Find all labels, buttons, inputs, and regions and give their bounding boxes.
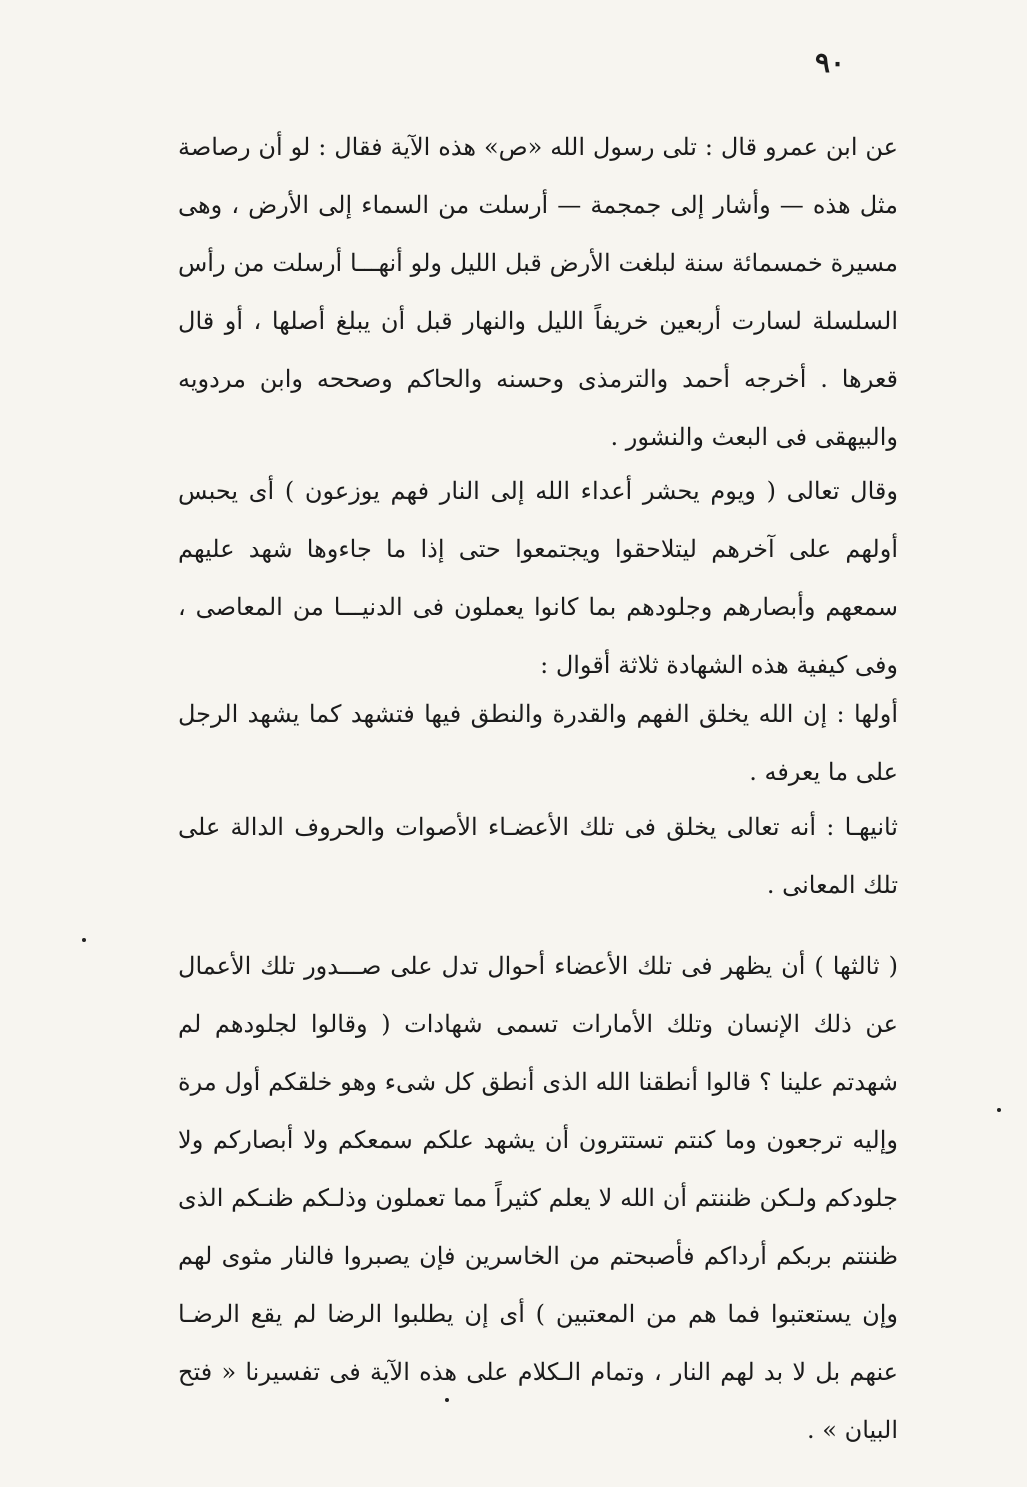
paragraph-2: [178, 462, 898, 694]
scan-speck: [82, 938, 86, 942]
scan-speck: [445, 1398, 449, 1402]
paragraph-text: أولها : إن الله يخلق الفهم والقدرة والنطق فيها فتشهد كما يشهد الرجل على ما يعرفه .: [178, 700, 898, 786]
paragraph-3: [178, 685, 898, 801]
paragraph-text: عن ابن عمرو قال : تلى رسول الله «ص» هذه الآية فقال : لو أن رصاصة مثل هذه — وأشار إلى جمجمة — أرسلت من السماء إلى الأرض ، وهى مسيرة خمسمائة سنة لبلغت الأرض قبل الليل ولو أنهـــا أرسلت من رأس السلسلة لسارت أربعين خريفاً الليل والنهار قبل أن يبلغ أصلها ، أو قال قعرها . أخرجه أحمد والترمذى وحسنه والحاكم وصححه وابن مردويه والبيهقى فى البعث والنشور .: [178, 133, 898, 451]
paragraph-5: [178, 937, 898, 1459]
paragraph-text: ( ثالثها ) أن يظهر فى تلك الأعضاء أحوال تدل على صـــدور تلك الأعمال عن ذلك الإنسان وتلك الأمارات تسمى شهادات ( وقالوا لجلودهم لم شهدتم علينا ؟ قالوا أنطقنا الله الذى أنطق كل شىء وهو خلقكم أول مرة وإليه ترجعون وما كنتم تستترون أن يشهد علكم سمعكم ولا أبصاركم ولا جلودكم ولـكن ظننتم أن الله لا يعلم كثيراً مما تعملون وذلـكم ظنـكم الذى ظننتم بربكم أرداكم فأصبحتم من الخاسرين فإن يصبروا فالنار مثوى لهم وإن يستعتبوا فما هم من المعتبين ) أى إن يطلبوا الرضا لم يقع الرضـا عنهم بل لا بد لهم النار ، وتمام الـكلام على هذه الآية فى تفسيرنا « فتح البيان » .: [178, 952, 899, 1444]
paragraph-1: [178, 118, 898, 466]
paragraph-4: [178, 798, 898, 914]
page-number: ٩٠: [815, 46, 846, 79]
scan-speck: [997, 1108, 1001, 1112]
paragraph-text: وقال تعالى ( ويوم يحشر أعداء الله إلى النار فهم يوزعون ) أى يحبس أولهم على آخرهم ليتلاحقوا ويجتمعوا حتى إذا ما جاءوها شهد عليهم سمعهم وأبصارهم وجلودهم بما كانوا يعملون فى الدنيـــا من المعاصى ، وفى كيفية هذه الشهادة ثلاثة أقوال :: [178, 477, 898, 679]
paragraph-text: ثانيهـا : أنه تعالى يخلق فى تلك الأعضـاء الأصوات والحروف الدالة على تلك المعانى .: [178, 813, 898, 899]
